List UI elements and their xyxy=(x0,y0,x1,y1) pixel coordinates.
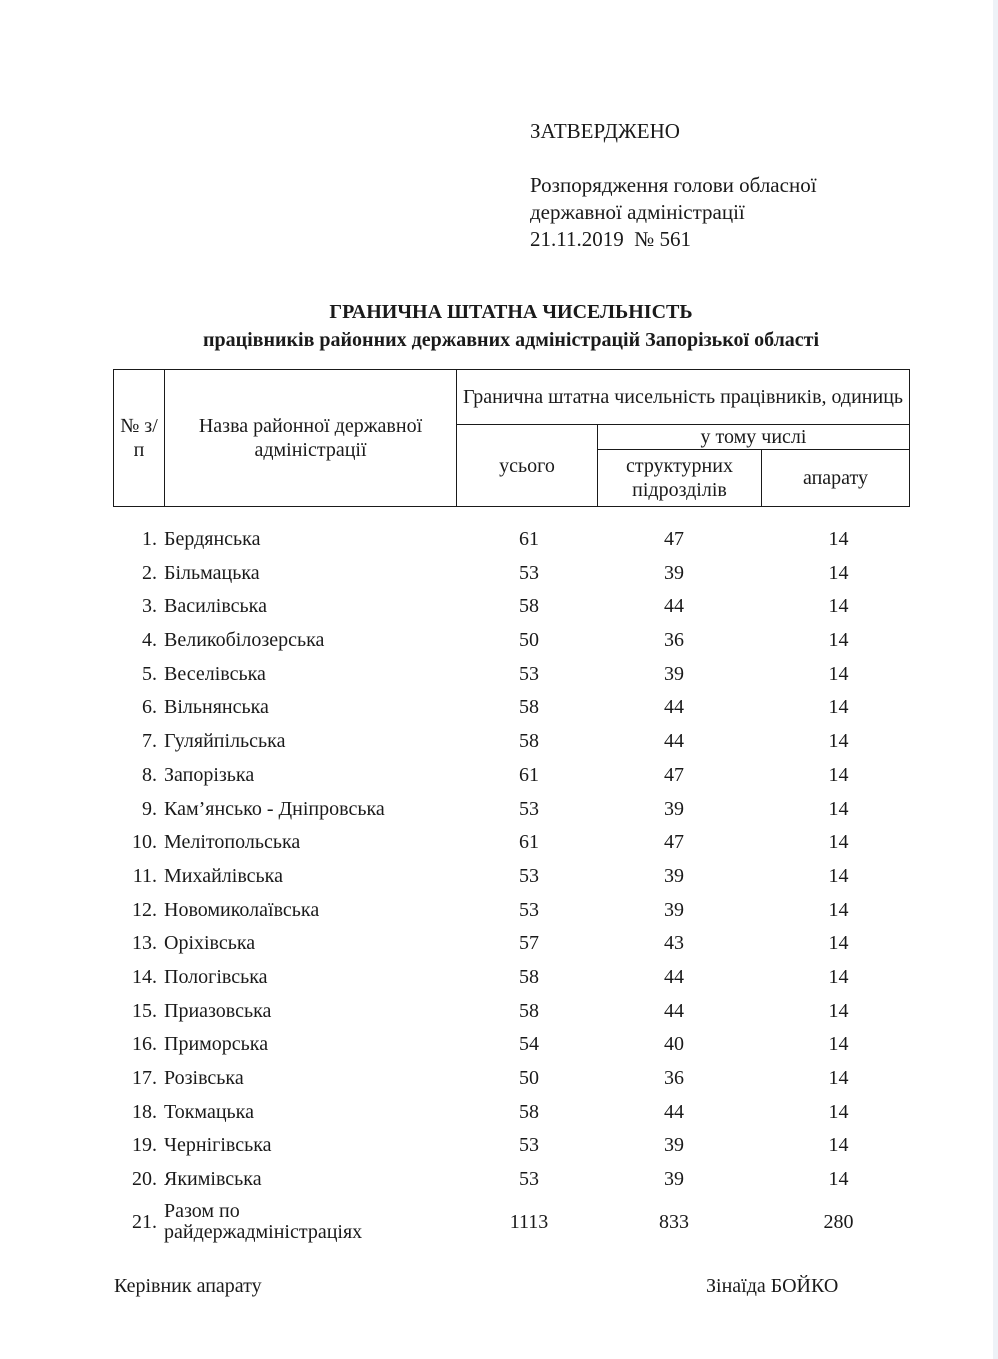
header-structural: структурних підрозділів xyxy=(598,450,762,507)
table-row-total xyxy=(113,1197,910,1247)
cell-name: Приморська xyxy=(164,1033,269,1056)
cell-total: 57 xyxy=(519,932,539,955)
cell-name-line-2: райдержадміністраціях xyxy=(164,1220,363,1243)
cell-num: 17. xyxy=(132,1067,157,1089)
cell-total: 58 xyxy=(519,999,539,1022)
approval-line: Розпорядження голови обласної xyxy=(530,173,817,197)
approval-block xyxy=(530,118,817,253)
header-apparatus: апарату xyxy=(762,450,910,507)
table-row xyxy=(113,995,910,1029)
cell-apparatus: 14 xyxy=(828,595,849,618)
cell-apparatus: 14 xyxy=(828,831,849,854)
cell-apparatus: 14 xyxy=(828,797,849,820)
cell-total: 53 xyxy=(519,662,539,685)
cell-name: Великобілозерська xyxy=(164,629,325,652)
table-row xyxy=(113,725,910,759)
table-row xyxy=(113,826,910,860)
cell-structural: 40 xyxy=(664,1033,684,1056)
table-row xyxy=(113,927,910,961)
cell-num: 14. xyxy=(132,965,157,988)
cell-name: Веселівська xyxy=(164,662,266,685)
cell-total: 61 xyxy=(519,763,539,786)
cell-num: 16. xyxy=(132,1033,157,1056)
cell-apparatus: 14 xyxy=(828,696,849,719)
cell-apparatus: 14 xyxy=(828,999,849,1022)
cell-num: 10. xyxy=(132,831,157,854)
cell-total: 50 xyxy=(519,1067,539,1089)
cell-num: 6. xyxy=(142,696,157,719)
cell-apparatus: 14 xyxy=(828,1067,849,1089)
cell-structural: 44 xyxy=(664,999,684,1022)
cell-apparatus: 14 xyxy=(828,763,849,786)
cell-name: Бердянська xyxy=(164,528,261,550)
table-row xyxy=(113,590,910,624)
cell-structural: 47 xyxy=(664,763,684,786)
cell-structural: 39 xyxy=(664,797,684,820)
table-body xyxy=(113,523,910,1247)
cell-apparatus: 280 xyxy=(823,1210,854,1233)
cell-num: 4. xyxy=(142,629,157,652)
table-row xyxy=(113,894,910,928)
cell-total: 58 xyxy=(519,595,539,618)
cell-num: 3. xyxy=(142,595,157,618)
page-edge xyxy=(993,0,998,1359)
cell-total: 53 xyxy=(519,898,539,921)
cell-name: Якимівська xyxy=(164,1168,262,1191)
cell-structural: 39 xyxy=(664,864,684,887)
cell-num: 9. xyxy=(142,797,157,820)
cell-total: 53 xyxy=(519,561,539,584)
cell-structural: 44 xyxy=(664,730,684,753)
cell-name: Чернігівська xyxy=(164,1134,272,1157)
footer-signatory: Зінаїда БОЙКО xyxy=(706,1275,839,1297)
table-row xyxy=(113,557,910,591)
cell-num: 12. xyxy=(132,898,157,921)
header-number: № з/п xyxy=(114,370,165,507)
cell-apparatus: 14 xyxy=(828,1134,849,1157)
cell-structural: 44 xyxy=(664,595,684,618)
cell-structural: 44 xyxy=(664,1100,684,1123)
cell-total: 53 xyxy=(519,1134,539,1157)
cell-structural: 47 xyxy=(664,528,684,550)
document-title xyxy=(112,298,910,354)
cell-structural: 36 xyxy=(664,629,684,652)
cell-name-line-1: Разом по xyxy=(164,1199,240,1222)
cell-apparatus: 14 xyxy=(828,730,849,753)
cell-name xyxy=(164,1201,362,1243)
cell-apparatus: 14 xyxy=(828,965,849,988)
header-name: Назва районної державної адміністрації xyxy=(165,370,457,507)
cell-num: 8. xyxy=(142,763,157,786)
cell-apparatus: 14 xyxy=(828,1033,849,1056)
footer-position: Керівник апарату xyxy=(114,1275,262,1297)
table-header xyxy=(113,369,910,507)
cell-num: 1. xyxy=(142,528,157,550)
cell-name: Мелітопольська xyxy=(164,831,301,854)
cell-apparatus: 14 xyxy=(828,1100,849,1123)
header-including: у тому числі xyxy=(598,425,910,450)
table-row xyxy=(113,658,910,692)
cell-apparatus: 14 xyxy=(828,1168,849,1191)
cell-name: Приазовська xyxy=(164,999,272,1022)
cell-num: 11. xyxy=(132,864,157,887)
cell-name: Запорізька xyxy=(164,763,255,786)
cell-num: 21. xyxy=(132,1210,157,1233)
cell-total: 58 xyxy=(519,730,539,753)
table-row xyxy=(113,793,910,827)
table-row xyxy=(113,1129,910,1163)
cell-total: 53 xyxy=(519,864,539,887)
cell-name: Вільнянська xyxy=(164,696,269,719)
cell-structural: 39 xyxy=(664,662,684,685)
cell-num: 13. xyxy=(132,932,157,955)
cell-name: Кам’янсько - Дніпровська xyxy=(164,797,385,820)
cell-name: Василівська xyxy=(164,595,267,618)
cell-name: Оріхівська xyxy=(164,932,256,955)
approval-line: державної адміністрації xyxy=(530,200,745,224)
table-row xyxy=(113,860,910,894)
cell-num: 15. xyxy=(132,999,157,1022)
cell-apparatus: 14 xyxy=(828,932,849,955)
cell-total: 61 xyxy=(519,831,539,854)
cell-num: 18. xyxy=(132,1100,157,1123)
cell-total: 1113 xyxy=(509,1210,549,1233)
cell-total: 53 xyxy=(519,1168,539,1191)
cell-total: 58 xyxy=(519,696,539,719)
cell-apparatus: 14 xyxy=(828,561,849,584)
table-row xyxy=(113,1096,910,1130)
title-line-2: працівників районних державних адміністрацій Запорізької області xyxy=(202,329,820,351)
table-row xyxy=(113,624,910,658)
cell-total: 53 xyxy=(519,797,539,820)
cell-structural: 39 xyxy=(664,898,684,921)
cell-structural: 39 xyxy=(664,1134,684,1157)
title-line-1: ГРАНИЧНА ШТАТНА ЧИСЕЛЬНІСТЬ xyxy=(329,301,693,323)
table-row xyxy=(113,691,910,725)
cell-name: Пологівська xyxy=(164,965,268,988)
cell-structural: 833 xyxy=(659,1210,689,1233)
cell-structural: 43 xyxy=(664,932,684,955)
cell-name: Новомиколаївська xyxy=(164,898,320,921)
cell-apparatus: 14 xyxy=(828,528,849,550)
cell-name: Михайлівська xyxy=(164,864,283,887)
cell-structural: 39 xyxy=(664,1168,684,1191)
cell-num: 20. xyxy=(132,1168,157,1191)
table-row xyxy=(113,1028,910,1062)
cell-total: 58 xyxy=(519,965,539,988)
cell-apparatus: 14 xyxy=(828,662,849,685)
cell-total: 54 xyxy=(519,1033,539,1056)
cell-total: 61 xyxy=(519,528,539,550)
cell-total: 58 xyxy=(519,1100,539,1123)
table-row xyxy=(113,523,910,557)
cell-num: 2. xyxy=(142,561,157,584)
cell-apparatus: 14 xyxy=(828,629,849,652)
cell-num: 5. xyxy=(142,662,157,685)
cell-name: Токмацька xyxy=(164,1100,254,1123)
approval-stamp: ЗАТВЕРДЖЕНО xyxy=(530,119,680,143)
cell-structural: 36 xyxy=(664,1067,684,1089)
table-row xyxy=(113,1062,910,1096)
cell-structural: 44 xyxy=(664,696,684,719)
cell-structural: 39 xyxy=(664,561,684,584)
cell-name: Більмацька xyxy=(164,561,260,584)
cell-total: 50 xyxy=(519,629,539,652)
cell-num: 19. xyxy=(132,1134,157,1157)
cell-apparatus: 14 xyxy=(828,864,849,887)
table-row xyxy=(113,759,910,793)
cell-name: Розівська xyxy=(164,1067,244,1089)
table-row xyxy=(113,961,910,995)
cell-num: 7. xyxy=(142,730,157,753)
cell-apparatus: 14 xyxy=(828,898,849,921)
cell-name: Гуляйпільська xyxy=(164,730,286,753)
table-row xyxy=(113,1163,910,1197)
approval-date-number: 21.11.2019 № 561 xyxy=(530,227,692,251)
header-total: усього xyxy=(457,425,598,507)
cell-structural: 44 xyxy=(664,965,684,988)
header-group: Гранична штатна чисельність працівників, одиниць xyxy=(457,370,910,425)
cell-structural: 47 xyxy=(664,831,684,854)
